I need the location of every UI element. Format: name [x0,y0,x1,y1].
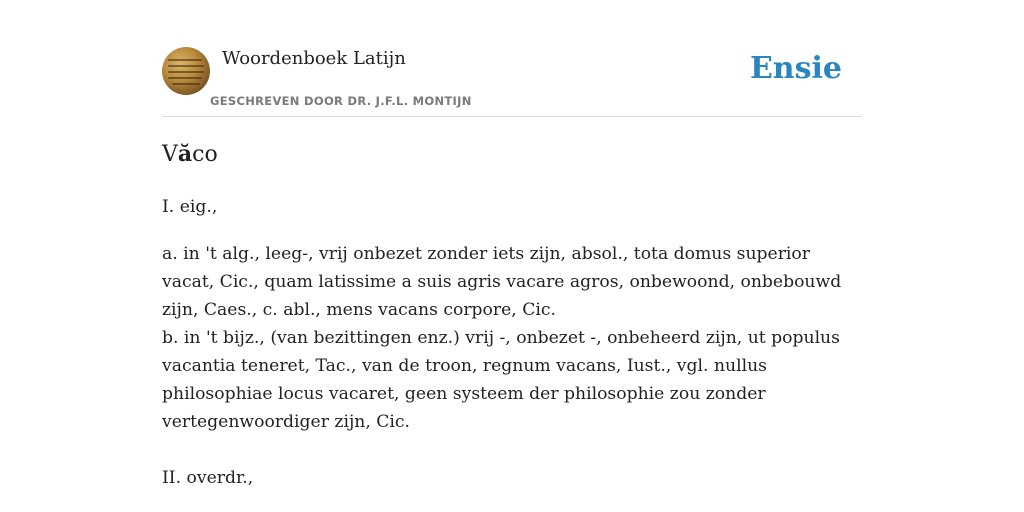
entry-content [162,138,862,492]
avatar-engraving-line [172,83,200,85]
headword-end: co [192,142,218,167]
entry-section-1b-text: b. in 't bijz., (van bezittingen enz.) vrij -, onbezet -, onbeheerd zijn, ut populus vacantia teneret, Tac., van de troon, regnum vacans, Iust., vgl. nullus philosophiae locus vacaret, geen systeem der philosophie zou zonder vertegenwoordiger zijn, Cic. [162,328,840,432]
avatar-engraving-line [168,71,204,73]
entry-section-1a [162,240,862,436]
entry-section-1a-text: a. in 't alg., leeg-, vrij onbezet zonder iets zijn, absol., tota domus superior vacat, Cic., quam latissime a suis agris vacare agros, onbewoond, onbebouwd zijn, Caes., c. abl., mens vacans corpore, Cic. [162,244,842,320]
headword-start: V [162,142,178,167]
avatar-engraving-line [168,77,202,79]
site-header [162,44,862,117]
author-avatar[interactable] [162,47,210,95]
dictionary-title[interactable]: Woordenboek Latijn [222,48,406,69]
author-byline[interactable]: GESCHREVEN DOOR DR. J.F.L. MONTIJN [210,94,472,108]
headword-accented-vowel: ă [177,141,193,167]
ensie-logo-link[interactable]: Ensie [749,51,842,86]
entry-section-1: I. eig., [162,197,218,217]
avatar-engraving-line [168,65,204,67]
entry-section-2: II. overdr., [162,468,254,488]
entry-headword [162,138,862,171]
avatar-engraving-line [168,59,202,61]
